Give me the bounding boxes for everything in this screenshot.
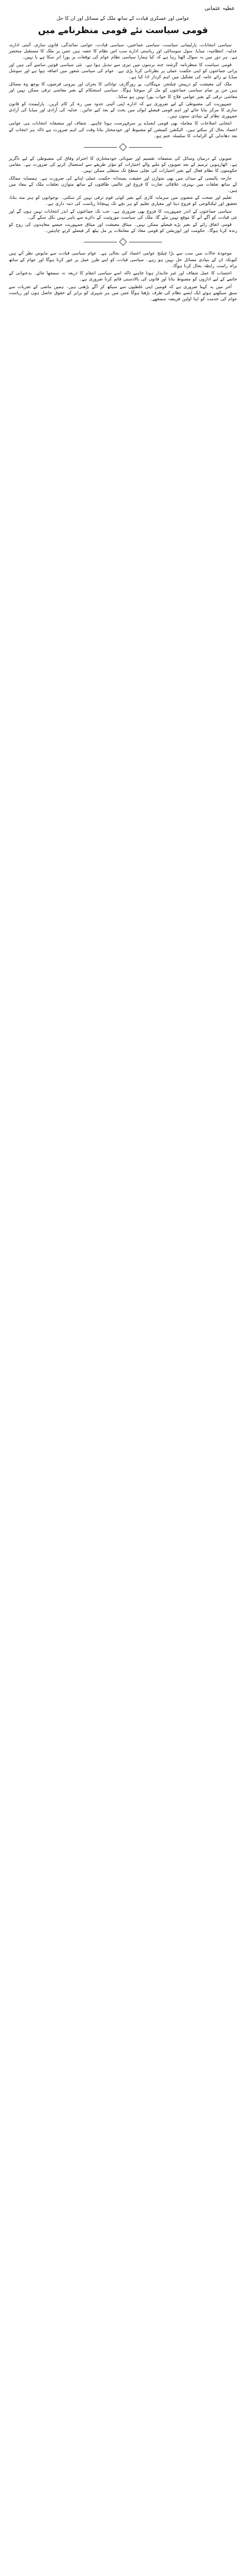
body-paragraph: موجودہ حالات میں سب سے بڑا چیلنج عوامی اعتماد کی بحالی ہے۔ عوام سیاسی قیادت سے مایوس نظر آتے ہیں کیونکہ ان کے بنیادی مسائل حل نہیں ہو رہے۔ سیاسی قیادت کو اپنے طرز عمل پر غور کرنا ہوگا اور عوام کے ساتھ براہ راست رابطہ بحال کرنا ہوگا۔: [9, 251, 237, 268]
author-name: عطیہ عثمانی: [204, 6, 235, 12]
body-paragraph: خارجہ پالیسی کے میدان میں بھی متوازن اور حقیقت پسندانہ حکمت عملی اپنانے کی ضرورت ہے۔ ہمسایہ ممالک کے ساتھ تعلقات میں بہتری، علاقائی تجارت کا فروغ اور عالمی طاقتوں کے ساتھ متوازن تعلقات ملک کے مفاد میں ہیں۔: [9, 175, 237, 193]
body-paragraph: جمہوریت کی مضبوطی کے لیے ضروری ہے کہ ادارے اپنی آئینی حدود میں رہ کر کام کریں۔ پارلیمنٹ کو قانون سازی کا مرکز بنایا جائے اور اہم قومی فیصلے ایوان میں بحث کے بعد کیے جائیں۔ عدلیہ کی آزادی اور میڈیا کی آزادی جمہوری نظام کے بنیادی ستون ہیں۔: [9, 101, 237, 119]
article-title: قومی سیاست نئے قومی منظرنامے میں: [38, 25, 208, 35]
divider-rule: [84, 147, 117, 148]
divider-ornament-icon: [119, 238, 127, 246]
section-divider: [9, 144, 237, 150]
article-section: [9, 155, 237, 234]
article-section: [9, 42, 237, 139]
article-subtitle: عوامی اور عسکری قیادت کے ساتھ ملک کے مسائل اور ان کا حل: [56, 16, 190, 21]
body-paragraph: سیاسی جماعتوں کے اندر جمہوریت کا فروغ بھی ضروری ہے۔ جب تک جماعتوں کے اندر انتخابات نہیں ہوں گے اور نئی قیادت کو آگے آنے کا موقع نہیں ملے گا، ملک کی سیاست موروثیت کے دائرے سے باہر نہیں نکل سکے گی۔: [9, 208, 237, 220]
body-paragraph: قومی سیاست کا منظرنامہ گزشتہ چند برسوں میں تیزی سے تبدیل ہوا ہے۔ نئی سیاسی قوتیں سامنے آئی ہیں اور پرانی جماعتوں کو اپنی حکمت عملی پر نظرثانی کرنا پڑی ہے۔ عوام کی سیاسی شعور میں اضافہ ہوا ہے اور سوشل میڈیا نے رائے عامہ کی تشکیل میں اہم کردار ادا کیا ہے۔: [9, 62, 237, 80]
divider-rule: [129, 147, 162, 148]
body-paragraph: آخر میں یہ کہنا ضروری ہے کہ قومیں اپنی غلطیوں سے سیکھ کر آگے بڑھتی ہیں۔ ہمیں ماضی کے تجربات سے سبق سیکھتے ہوئے ایک ایسے نظام کی طرف بڑھنا ہوگا جس میں ہر شہری کو برابر کے حقوق حاصل ہوں اور ریاست عوام کی خدمت کو اپنا اولین فریضہ سمجھے۔: [9, 284, 237, 301]
body-paragraph: ملک کی معیشت کو درپیش چیلنجز، مہنگائی، بے روزگاری، توانائی کا بحران اور بیرونی قرضوں کا بوجھ وہ مسائل ہیں جن پر تمام سیاسی جماعتوں کو مل کر سوچنا ہوگا۔ سیاسی استحکام کے بغیر معاشی ترقی ممکن نہیں اور معاشی ترقی کے بغیر عوامی فلاح کا خواب پورا نہیں ہو سکتا۔: [9, 82, 237, 99]
section-divider: [9, 239, 237, 245]
article-body: [9, 42, 237, 302]
body-paragraph: احتساب کا عمل شفاف اور غیر جانبدار ہونا چاہیے تاکہ اسے سیاسی انتقام کا ذریعہ نہ سمجھا جائے۔ بدعنوانی کے خاتمے کے لیے اداروں کو مضبوط بنانا اور قانون کی بالادستی قائم کرنا ضروری ہے۔: [9, 270, 237, 282]
body-paragraph: سیاسی انتخابات، پارلیمانی سیاست، سیاسی جماعتیں، سیاسی قیادت، عوامی نمائندگی، قانون سازی، آئینی ادارے، عدلیہ، انتظامیہ، میڈیا، سول سوسائٹی اور ریاستی ادارے سب اس نظام کا حصہ ہیں جس پر ملک کا مستقبل منحصر ہے۔ ہر دور میں یہ سوال اٹھتا رہا ہے کہ کیا ہمارا سیاسی نظام عوام کی توقعات پر پورا اتر سکا ہے یا نہیں۔: [9, 42, 237, 60]
divider-ornament-icon: [119, 143, 127, 151]
body-paragraph: قومی اتفاق رائے کے بغیر بڑے فیصلے ممکن نہیں۔ میثاق معیشت اور میثاق جمہوریت جیسے معاہدوں کی روح کو زندہ کرنا ہوگا۔ حکومت اور اپوزیشن کو قومی مفاد کے معاملات پر مل بیٹھ کر فیصلے کرنے چاہئیں۔: [9, 222, 237, 234]
body-paragraph: صوبوں کے درمیان وسائل کی منصفانہ تقسیم اور صوبائی خودمختاری کا احترام وفاق کی مضبوطی کے لیے ناگزیر ہے۔ اٹھارہویں ترمیم کے بعد صوبوں کو ملنے والے اختیارات کو مؤثر طریقے سے استعمال کرنے کی ضرورت ہے۔ مقامی حکومتوں کا نظام فعال کیے بغیر اختیارات کی نچلی سطح تک منتقلی ممکن نہیں۔: [9, 156, 237, 174]
body-paragraph: تعلیم اور صحت کے شعبوں میں سرمایہ کاری کیے بغیر کوئی قوم ترقی نہیں کر سکتی۔ نوجوانوں کو ہنر مند بنانا، تحقیق اور ٹیکنالوجی کو فروغ دینا اور معیاری تعلیم کو ہر بچے تک پہنچانا ریاست کی ذمہ داری ہے۔: [9, 195, 237, 207]
body-paragraph: انتخابی اصلاحات کا معاملہ بھی قومی ایجنڈے پر سرفہرست ہونا چاہیے۔ شفاف اور منصفانہ انتخابات ہی عوامی اعتماد بحال کر سکتے ہیں۔ الیکشن کمیشن کو مضبوط اور خودمختار بنانا وقت کی اہم ضرورت ہے تاکہ ہر انتخاب کے بعد دھاندلی کے الزامات کا سلسلہ ختم ہو۔: [9, 121, 237, 138]
article-section: [9, 250, 237, 302]
